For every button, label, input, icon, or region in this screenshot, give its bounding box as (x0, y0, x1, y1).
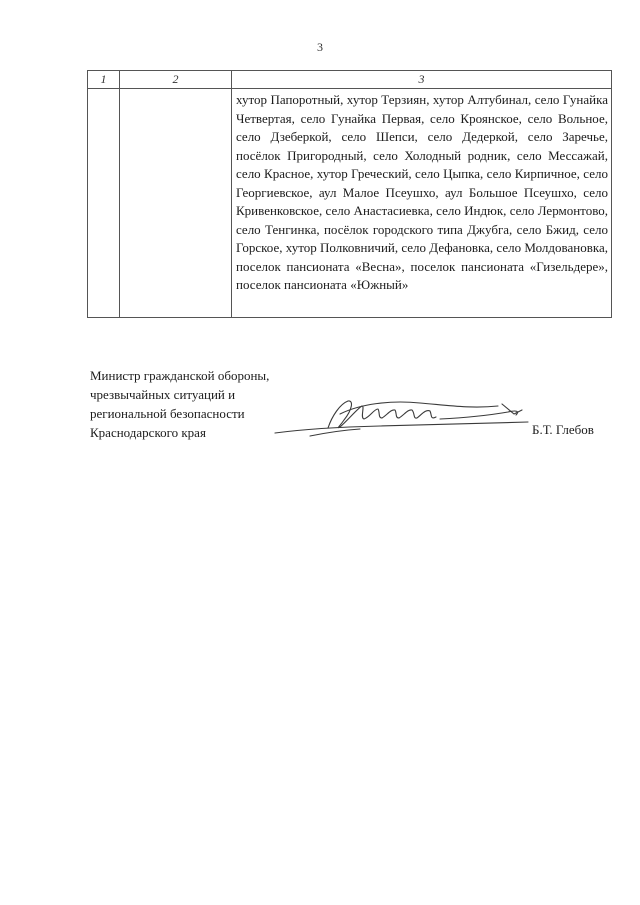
page-number: 3 (317, 40, 323, 54)
cell-text (88, 89, 119, 93)
settlements-table (87, 70, 612, 318)
column-header-1: 1 (88, 71, 120, 89)
table-header-row (88, 71, 612, 89)
settlements-text: хутор Папоротный, хутор Терзиян, хутор Алтубинал, село Гунайка Четвертая, село Гунайка Первая, село Кроянское, село Вольное, село Дзеберкой, село Шепси, село Дедеркой, село Заречье, посёлок Пригородный, село Холодный родник, село Мессажай, село Красное, хутор Греческий, село Цыпка, село Кирпичное, село Георгиевское, аул Малое Псеушхо, аул Большое Псеушхо, село Кривенковское, село Анастасиевка, село Индюк, село Лермонтово, село Тенгинка, посёлок городского типа Джубга, село Бжид, село Горское, хутор Полковничий, село Дефановка, село Молдовановка, поселок пансионата «Весна», поселок пансионата «Гизельдере», поселок пансионата «Южный» (236, 92, 608, 292)
signer-title (90, 366, 269, 442)
column-header-2: 2 (120, 71, 232, 89)
cell-text (120, 89, 231, 93)
municipality-cell (120, 89, 232, 318)
signer-title-line: Министр гражданской обороны, (90, 368, 270, 383)
signer-name: Б.Т. Глебов (532, 422, 594, 437)
signer-title-line: региональной безопасности (90, 406, 245, 421)
row-number-cell (88, 89, 120, 318)
signer-title-line: Краснодарского края (90, 425, 206, 440)
handwritten-signature (270, 392, 535, 442)
table-row (88, 89, 612, 318)
column-header-3: 3 (232, 71, 612, 89)
signer-title-line: чрезвычайных ситуаций и (90, 387, 236, 402)
settlements-cell (232, 89, 612, 318)
